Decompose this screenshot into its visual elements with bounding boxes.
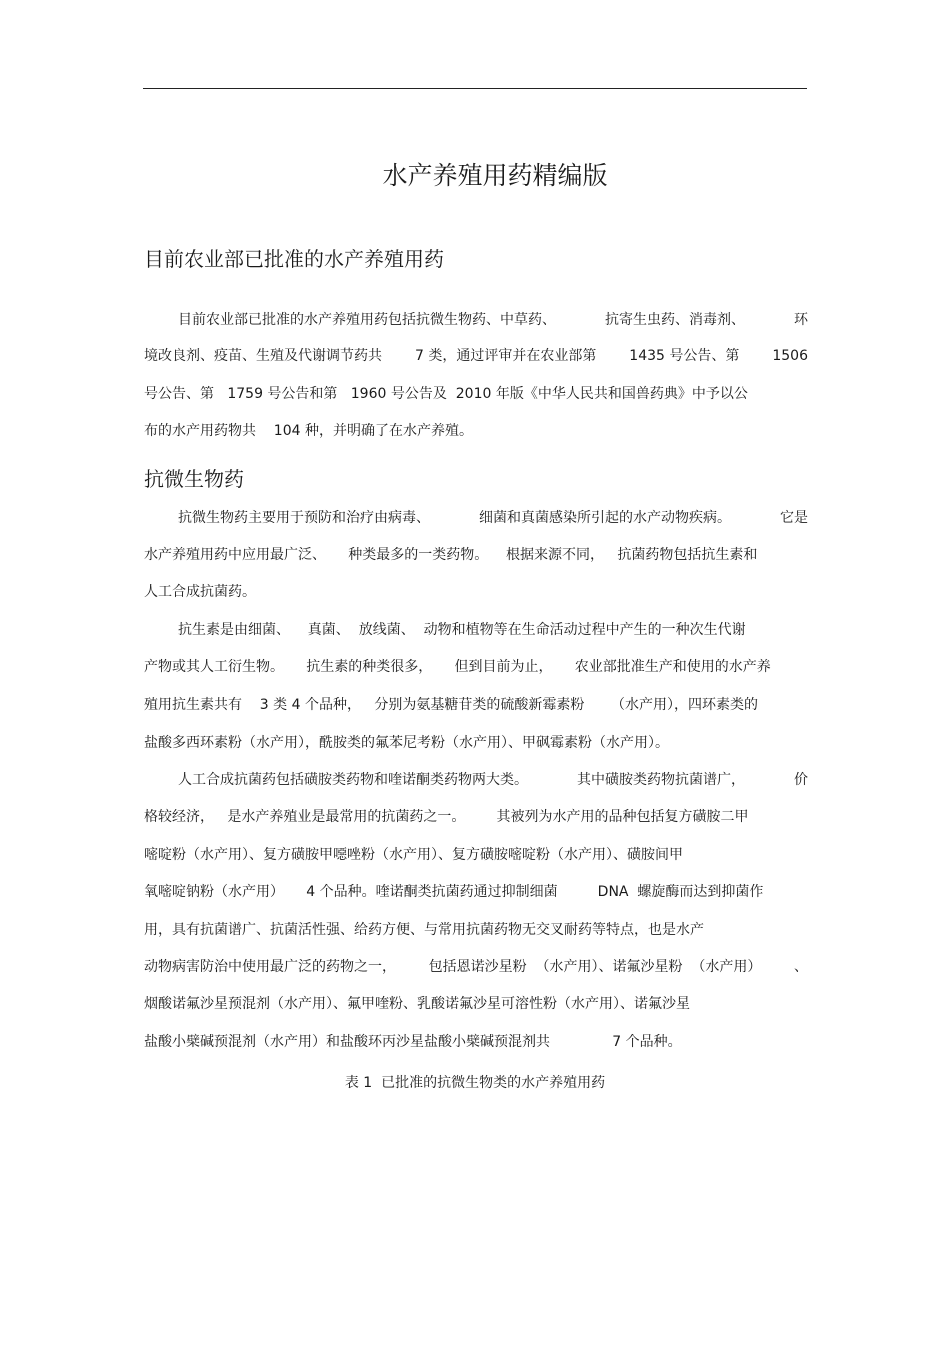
p3-line-1-part: 价	[794, 772, 808, 788]
intro-line-4: 布的水产用药物共 104 种，并明确了在水产养殖。	[144, 423, 473, 439]
p3-line-3: 嘧啶粉（水产用）、复方磺胺甲噁唑粉（水产用）、复方磺胺嘧啶粉（水产用）、磺胺间甲	[144, 847, 683, 863]
p3-line-1-part: 其中磺胺类药物抗菌谱广，	[577, 772, 745, 788]
header-rule	[143, 88, 807, 89]
p1-line-1	[178, 508, 808, 528]
p3-line-6-part: 动物病害防治中使用最广泛的药物之一，	[144, 959, 396, 975]
p3-line-6-part: 包括恩诺沙星粉 （水产用）、诺氟沙星粉 （水产用）	[428, 959, 762, 975]
table-caption: 表 1 已批准的抗微生物类的水产养殖用药	[344, 1075, 606, 1091]
document-title: 水产养殖用药精编版	[382, 161, 608, 190]
p2-line-2: 产物或其人工衍生物。 抗生素的种类很多， 但到目前为止， 农业部批准生产和使用的水产养	[144, 659, 771, 675]
p3-line-6	[144, 957, 808, 977]
p3-line-1	[178, 770, 808, 790]
p1-line-1-part: 它是	[780, 510, 808, 526]
intro-line-1-part: 抗寄生虫药、消毒剂、	[605, 312, 745, 328]
intro-line-3: 号公告、第 1759 号公告和第 1960 号公告及 2010 年版《中华人民共和国兽药典》中予以公	[144, 386, 748, 402]
p2-line-3: 殖用抗生素共有 3 类 4 个品种， 分别为氨基糖苷类的硫酸新霉素粉 （水产用），四环素类的	[144, 697, 759, 713]
section-heading-approved-drugs: 目前农业部已批准的水产养殖用药	[144, 247, 444, 271]
p1-line-3: 人工合成抗菌药。	[144, 584, 256, 600]
intro-line-1	[178, 310, 808, 330]
section-heading-antimicrobials: 抗微生物药	[144, 467, 244, 491]
p1-line-2: 水产养殖用药中应用最广泛、 种类最多的一类药物。 根据来源不同， 抗菌药物包括抗生素和	[144, 547, 758, 563]
p3-line-8: 盐酸小檗碱预混剂（水产用）和盐酸环丙沙星盐酸小檗碱预混剂共 7 个品种。	[144, 1034, 682, 1050]
intro-line-2-part: 7 类，通过评审并在农业部第	[414, 348, 597, 364]
intro-line-2-part: 境改良剂、疫苗、生殖及代谢调节药共	[144, 348, 382, 364]
p2-line-1: 抗生素是由细菌、 真菌、 放线菌、 动物和植物等在生命活动过程中产生的一种次生代谢	[178, 622, 746, 638]
p3-line-2: 格较经济， 是水产养殖业是最常用的抗菌药之一。 其被列为水产用的品种包括复方磺胺二甲	[144, 809, 749, 825]
intro-line-2-part: 1506	[772, 348, 808, 364]
p3-line-7: 烟酸诺氟沙星预混剂（水产用）、氟甲喹粉、乳酸诺氟沙星可溶性粉（水产用）、诺氟沙星	[144, 996, 690, 1012]
intro-line-1-part: 环	[794, 312, 808, 328]
intro-line-2-part: 1435 号公告、第	[629, 348, 740, 364]
p2-line-4: 盐酸多西环素粉（水产用），酰胺类的氟苯尼考粉（水产用）、甲砜霉素粉（水产用）。	[144, 735, 669, 751]
p3-line-1-part: 人工合成抗菌药包括磺胺类药物和喹诺酮类药物两大类。	[178, 772, 528, 788]
intro-line-1-part: 目前农业部已批准的水产养殖用药包括抗微生物药、中草药、	[178, 312, 556, 328]
p1-line-1-part: 细菌和真菌感染所引起的水产动物疾病。	[479, 510, 731, 526]
intro-line-2	[144, 346, 808, 366]
p3-line-4: 氧嘧啶钠粉（水产用） 4 个品种。喹诺酮类抗菌药通过抑制细菌 DNA 螺旋酶而达到抑菌作	[144, 884, 764, 900]
p3-line-5: 用，具有抗菌谱广、抗菌活性强、给药方便、与常用抗菌药物无交叉耐药等特点，也是水产	[144, 922, 704, 938]
p1-line-1-part: 抗微生物药主要用于预防和治疗由病毒、	[178, 510, 430, 526]
p3-line-6-part: 、	[794, 959, 808, 975]
